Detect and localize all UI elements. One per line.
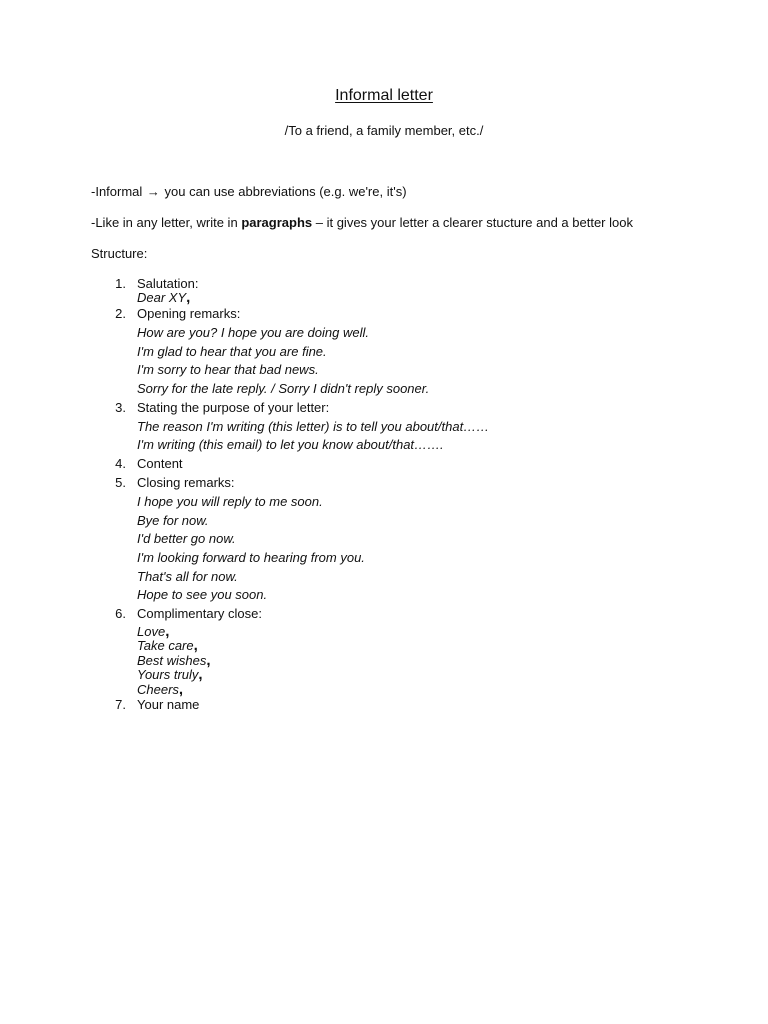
example-text: Yours truly xyxy=(137,667,199,682)
list-item-label: Content xyxy=(137,456,183,471)
list-number: 6. xyxy=(115,606,126,621)
comma: , xyxy=(198,666,203,683)
example-text: Best wishes xyxy=(137,653,207,668)
list-number: 5. xyxy=(115,475,126,490)
paragraphs-bold: paragraphs xyxy=(241,215,313,230)
example-line: That's all for now. xyxy=(137,569,238,584)
informal-rest: you can use abbreviations (e.g. we're, it's) xyxy=(164,184,407,199)
right-arrow-icon: → xyxy=(146,184,160,199)
example-text: Love xyxy=(137,624,166,639)
example-line: I'm sorry to hear that bad news. xyxy=(137,362,319,377)
salutation-example xyxy=(137,290,190,306)
comma: , xyxy=(186,289,191,306)
informal-note xyxy=(91,183,407,201)
informal-prefix: -Informal xyxy=(91,184,143,199)
example-line: Sorry for the late reply. / Sorry I didn't reply sooner. xyxy=(137,381,430,396)
list-item-label: Closing remarks: xyxy=(137,475,235,490)
example-line: Bye for now. xyxy=(137,513,209,528)
list-number: 3. xyxy=(115,400,126,415)
paragraphs-note xyxy=(91,214,633,232)
example-line: How are you? I hope you are doing well. xyxy=(137,325,369,340)
list-number: 7. xyxy=(115,697,126,712)
close-example xyxy=(137,667,203,683)
structure-label: Structure: xyxy=(91,246,148,261)
document-title: Informal letter xyxy=(335,87,433,104)
example-line: I hope you will reply to me soon. xyxy=(137,494,323,509)
document-subtitle: /To a friend, a family member, etc./ xyxy=(284,123,484,138)
example-text: Dear XY xyxy=(137,290,187,305)
example-line: Hope to see you soon. xyxy=(137,587,268,602)
paragraphs-rest: – it gives your letter a clearer stucture and a better look xyxy=(315,215,633,230)
example-line: I'm looking forward to hearing from you. xyxy=(137,550,365,565)
close-example xyxy=(137,682,183,698)
list-item-label: Stating the purpose of your letter: xyxy=(137,400,330,415)
comma: , xyxy=(193,637,198,654)
example-line: I'm glad to hear that you are fine. xyxy=(137,344,327,359)
list-number: 2. xyxy=(115,306,126,321)
comma: , xyxy=(165,623,170,640)
list-number: 1. xyxy=(115,276,126,291)
list-item-label: Your name xyxy=(137,697,200,712)
paragraphs-prefix: -Like in any letter, write in xyxy=(91,215,238,230)
list-item-label: Opening remarks: xyxy=(137,306,241,321)
comma: , xyxy=(206,652,211,669)
example-line: I'm writing (this email) to let you know about/that……. xyxy=(137,437,444,452)
list-item-label: Complimentary close: xyxy=(137,606,262,621)
example-line: The reason I'm writing (this letter) is to tell you about/that…… xyxy=(137,419,490,434)
example-text: Cheers xyxy=(137,682,179,697)
comma: , xyxy=(178,681,184,698)
example-text: Take care xyxy=(137,638,194,653)
list-number: 4. xyxy=(115,456,126,471)
close-example xyxy=(137,638,198,654)
example-line: I'd better go now. xyxy=(137,531,236,546)
list-item-label: Salutation: xyxy=(137,276,199,291)
